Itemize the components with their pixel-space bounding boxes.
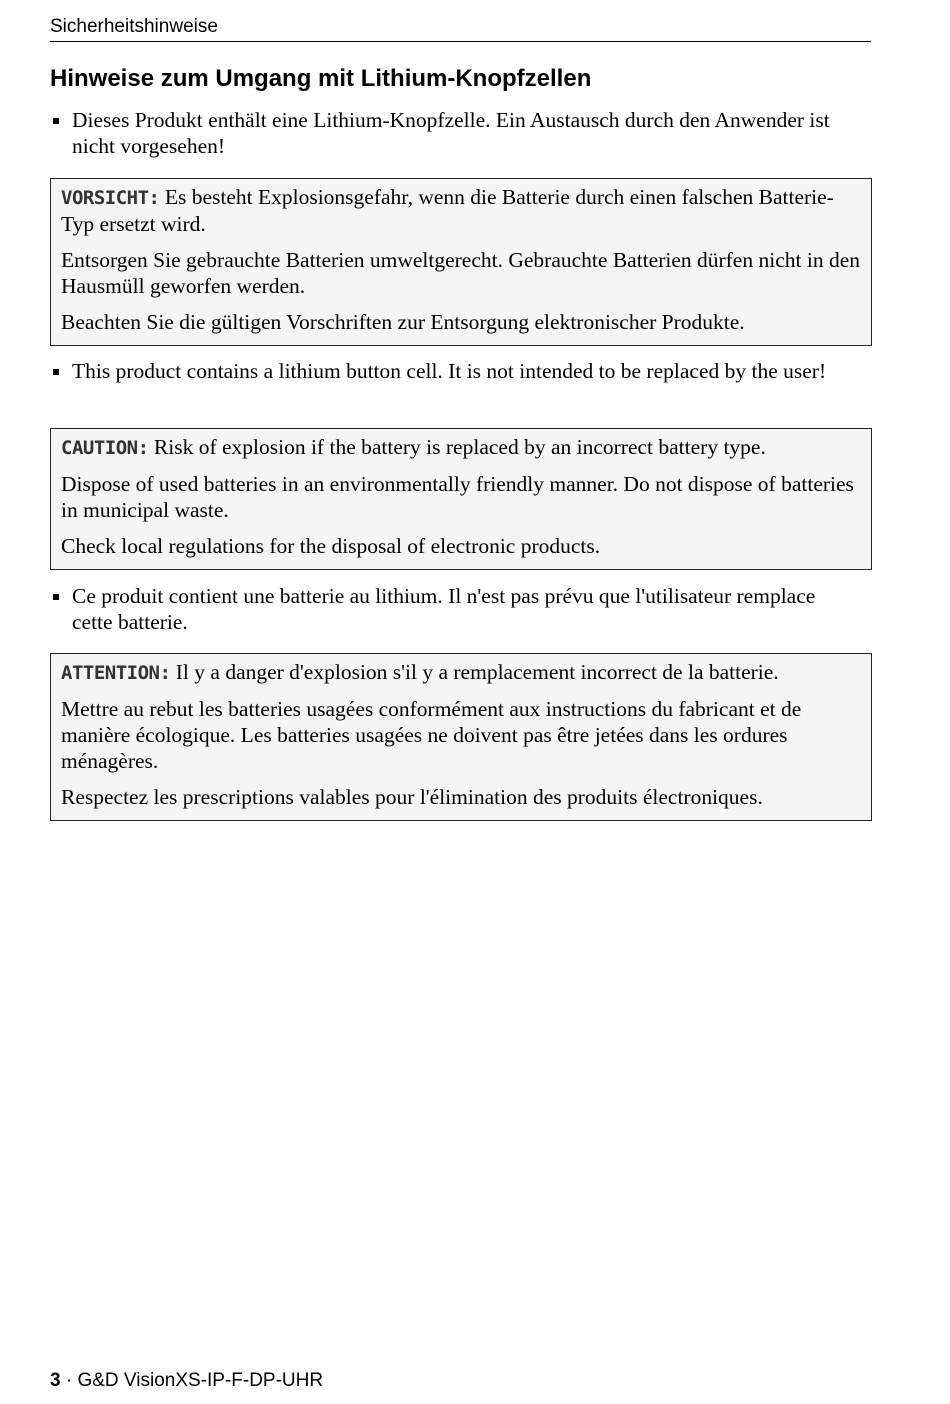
page-number: 3 [50,1370,61,1391]
warning-paragraph: Check local regulations for the disposal of electronic products. [61,534,601,558]
bullet-text: Dieses Produkt enthält eine Lithium-Knopfzelle. Ein Austausch durch den Anwender ist nicht vorgesehen! [72,108,830,158]
section-title: Hinweise zum Umgang mit Lithium-Knopfzellen [50,65,592,92]
bullet-square-icon [53,594,59,600]
warning-lead-text: Risk of explosion if the battery is replaced by an incorrect battery type. [148,435,766,459]
warning-keyword: VORSICHT: [61,187,160,209]
running-header: Sicherheitshinweise [50,16,218,37]
warning-lead [61,184,860,237]
warning-keyword: CAUTION: [61,437,149,459]
warning-paragraph: Beachten Sie die gültigen Vorschriften zur Entsorgung elektronischer Produkte. [61,310,745,334]
warning-keyword: ATTENTION: [61,662,171,684]
warning-lead [61,434,860,461]
product-name: G&D VisionXS-IP-F-DP-UHR [77,1370,324,1391]
warning-lead-text: Il y a danger d'explosion s'il y a remplacement incorrect de la batterie. [170,660,779,684]
bullet-square-icon [53,369,59,375]
bullet-item-de [50,107,840,159]
warning-box-fr [50,653,872,821]
bullet-square-icon [53,118,59,124]
bullet-text: Ce produit contient une batterie au lithium. Il n'est pas prévu que l'utilisateur remplace cette batterie. [72,584,816,634]
page-footer [50,1369,323,1393]
bullet-item-fr [50,583,840,635]
warning-lead [61,659,860,686]
warning-paragraph: Mettre au rebut les batteries usagées conformément aux instructions du fabricant et de manière écologique. Les batteries usagées ne doivent pas être jetées dans les ordures ménagères. [61,697,802,773]
warning-paragraph: Entsorgen Sie gebrauchte Batterien umweltgerecht. Gebrauchte Batterien dürfen nicht in den Hausmüll geworfen werden. [61,248,860,298]
footer-separator: · [60,1370,78,1391]
bullet-item-en [50,358,840,384]
bullet-text: This product contains a lithium button cell. It is not intended to be replaced by the user! [72,359,827,383]
warning-paragraph: Respectez les prescriptions valables pour l'élimination des produits électroniques. [61,785,763,809]
warning-box-de [50,178,872,346]
warning-box-en [50,428,872,570]
warning-paragraph: Dispose of used batteries in an environmentally friendly manner. Do not dispose of batteries in municipal waste. [61,472,854,522]
warning-lead-text: Es besteht Explosionsgefahr, wenn die Batterie durch einen falschen Batterie-Typ ersetzt wird. [61,185,834,236]
header-divider [50,41,871,42]
